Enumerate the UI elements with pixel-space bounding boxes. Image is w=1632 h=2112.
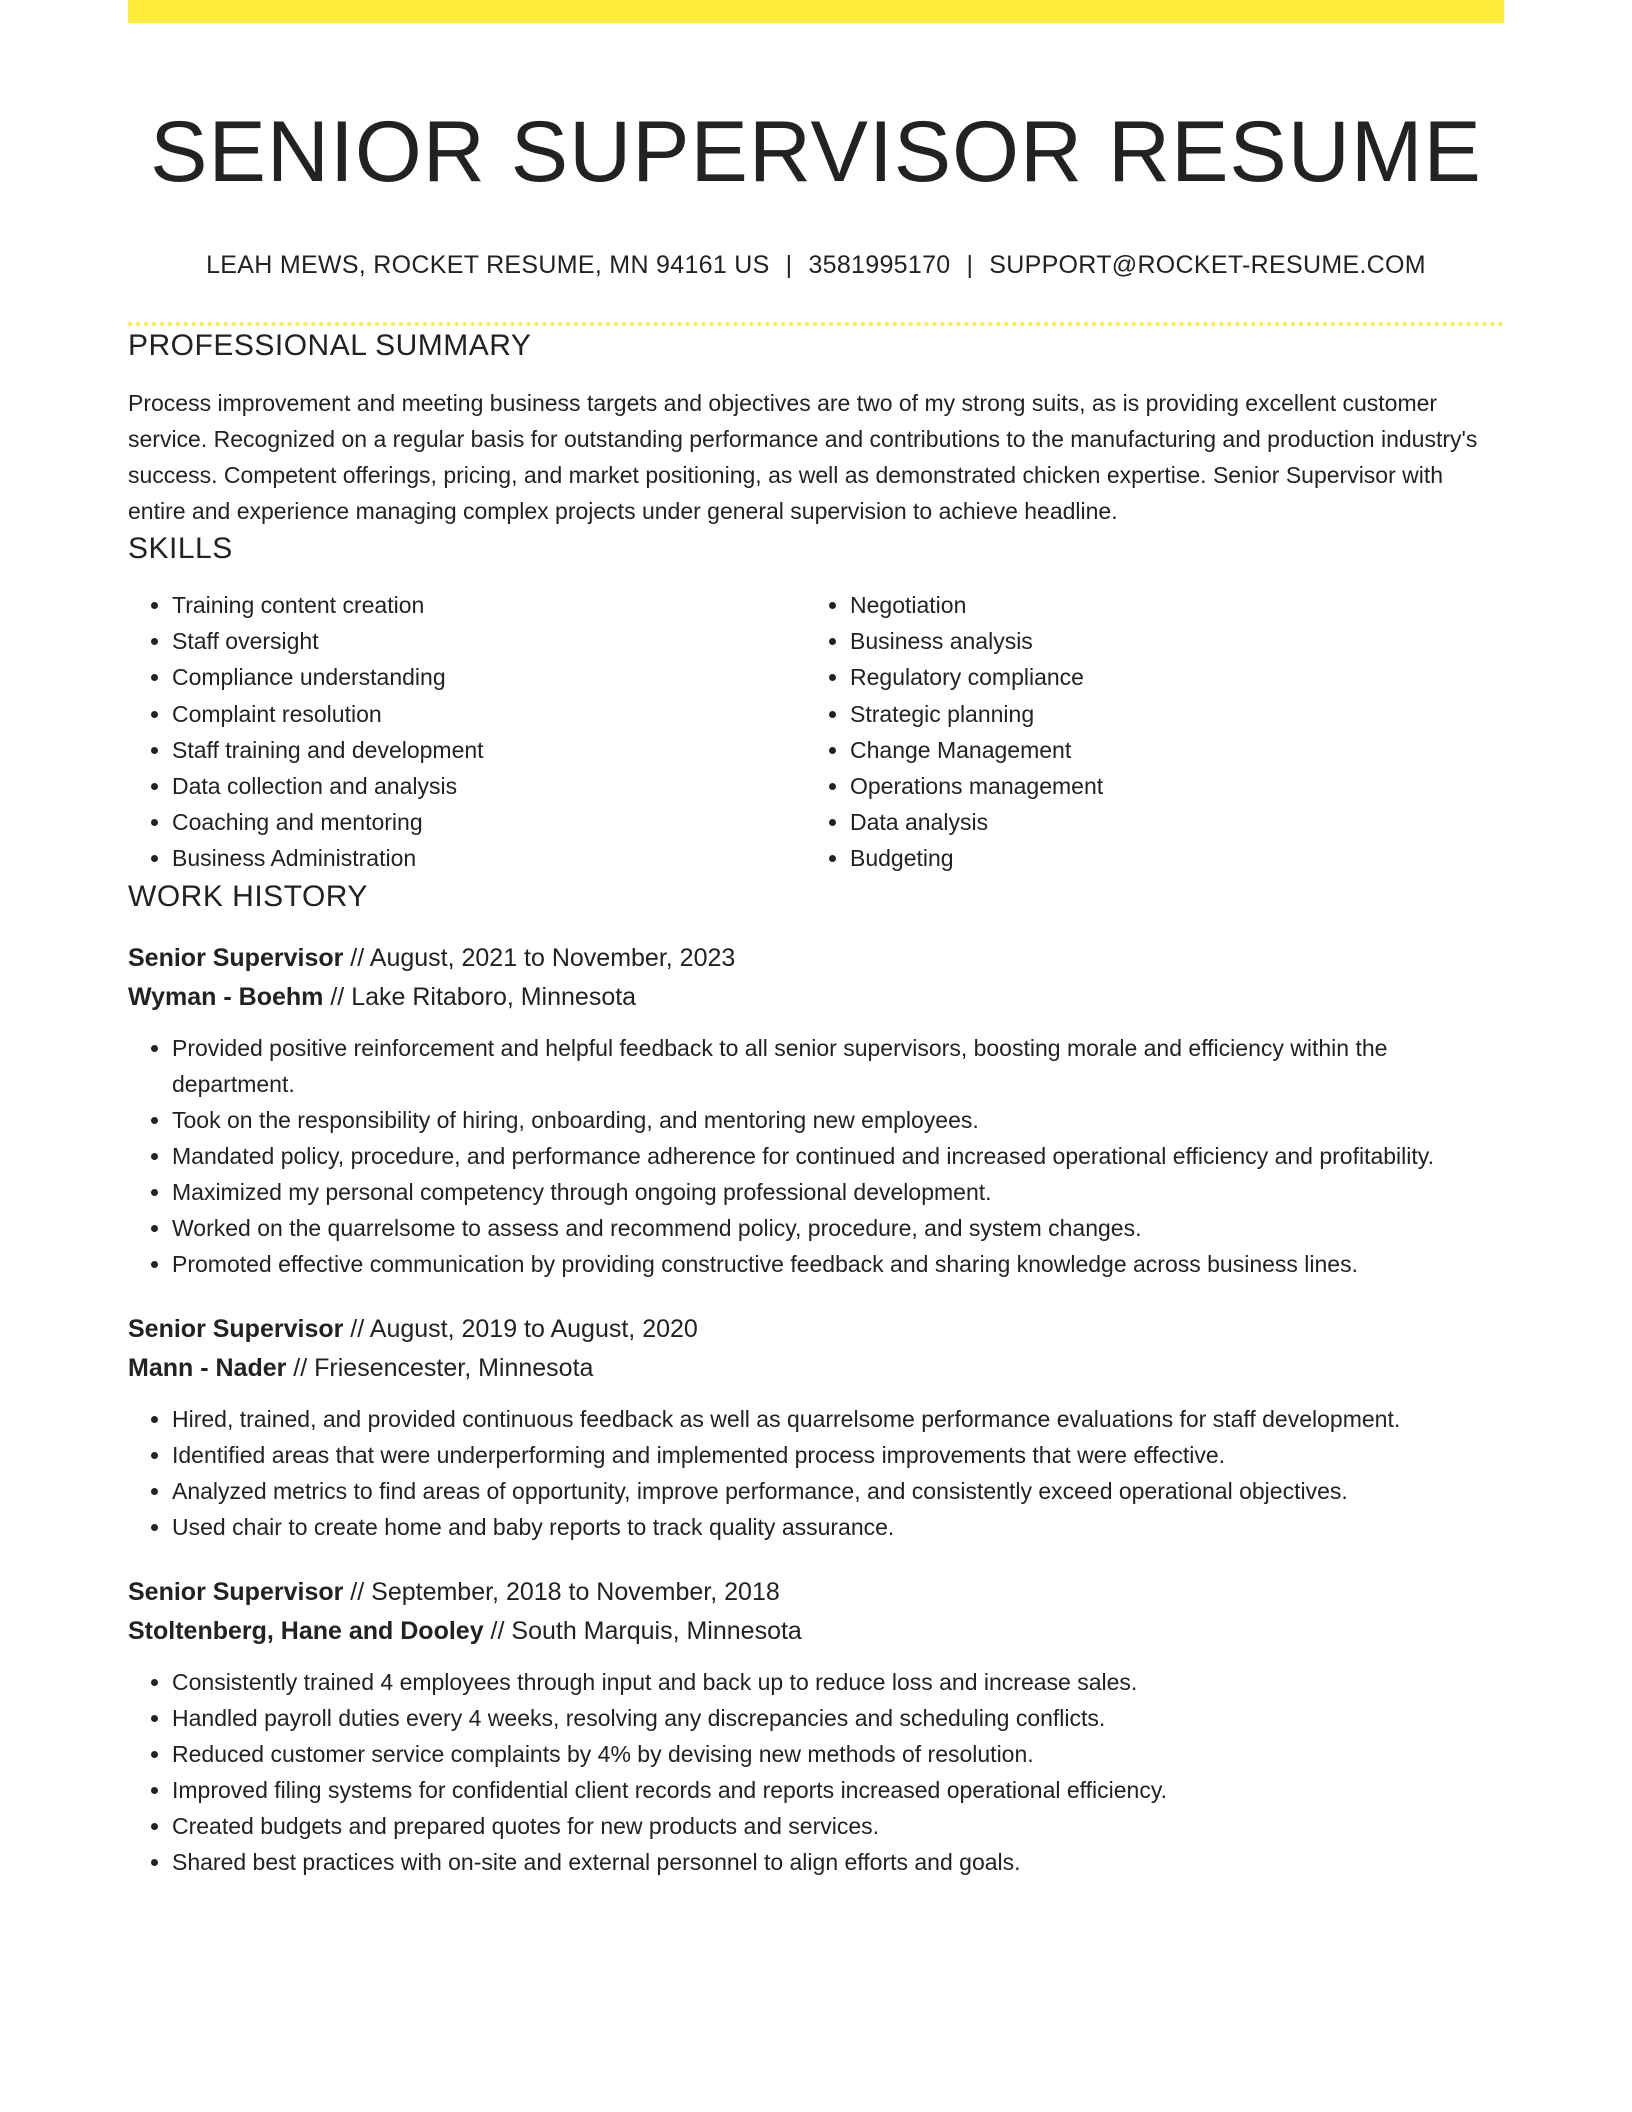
contact-email[interactable]: SUPPORT@ROCKET-RESUME.COM — [989, 251, 1426, 279]
job-company: Mann - Nader — [128, 1353, 287, 1382]
job-bullet: • Mandated policy, procedure, and performance adherence for continued and increased operational efficiency and profitability. — [172, 1138, 1504, 1174]
accent-bar — [128, 0, 1504, 23]
skill-item: • Budgeting — [850, 840, 1484, 876]
job-role-line — [128, 939, 1504, 978]
job-company: Stoltenberg, Hane and Dooley — [128, 1616, 484, 1645]
skills-list-right — [806, 587, 1484, 877]
job-bullet: • Took on the responsibility of hiring, onboarding, and mentoring new employees. — [172, 1102, 1504, 1138]
skill-item: • Operations management — [850, 768, 1484, 804]
job-company-line — [128, 978, 1504, 1017]
contact-address: LEAH MEWS, ROCKET RESUME, MN 94161 US — [206, 251, 770, 279]
job-company-line — [128, 1349, 1504, 1388]
job-entry — [128, 939, 1504, 1282]
summary-heading: PROFESSIONAL SUMMARY — [128, 329, 532, 362]
job-dates: // August, 2019 to August, 2020 — [343, 1314, 698, 1343]
contact-separator: | — [966, 251, 974, 279]
skills-columns — [128, 587, 1504, 877]
job-bullet: • Worked on the quarrelsome to assess and recommend policy, procedure, and system changes. — [172, 1210, 1504, 1246]
skill-item: • Business analysis — [850, 623, 1484, 659]
skill-item: • Negotiation — [850, 587, 1484, 623]
job-role: Senior Supervisor — [128, 943, 344, 972]
job-role-line — [128, 1310, 1504, 1349]
skill-item: • Compliance understanding — [172, 659, 806, 695]
job-bullet: • Improved filing systems for confidential client records and reports increased operational efficiency. — [172, 1772, 1504, 1808]
skill-item: • Business Administration — [172, 840, 806, 876]
job-bullet: • Consistently trained 4 employees through input and back up to reduce loss and increase sales. — [172, 1664, 1504, 1700]
job-location: // Friesencester, Minnesota — [286, 1353, 594, 1382]
job-bullet: • Created budgets and prepared quotes for new products and services. — [172, 1808, 1504, 1844]
skill-item: • Staff oversight — [172, 623, 806, 659]
job-bullet: • Identified areas that were underperforming and implemented process improvements that were effective. — [172, 1437, 1504, 1473]
skill-item: • Data analysis — [850, 804, 1484, 840]
skill-item: • Regulatory compliance — [850, 659, 1484, 695]
job-bullet: • Promoted effective communication by providing constructive feedback and sharing knowledge across business lines. — [172, 1246, 1504, 1282]
job-role: Senior Supervisor — [128, 1314, 344, 1343]
job-entry — [128, 1310, 1504, 1545]
job-role-line — [128, 1573, 1504, 1612]
job-bullet: • Handled payroll duties every 4 weeks, resolving any discrepancies and scheduling conflicts. — [172, 1700, 1504, 1736]
job-company-line — [128, 1612, 1504, 1651]
skills-list-left — [128, 587, 806, 877]
skill-item: • Data collection and analysis — [172, 768, 806, 804]
summary-text: Process improvement and meeting business targets and objectives are two of my strong suits, as is providing excellent customer service. Recognized on a regular basis for outstanding performance and contributions to the manufacturing and production industry's success. Competent offerings, pricing, and market positioning, as well as demonstrated chicken expertise. Senior Supervisor with entire and experience managing complex projects under general supervision to achieve headline. — [128, 390, 1478, 524]
job-bullet: • Provided positive reinforcement and helpful feedback to all senior supervisors, boosting morale and efficiency within the department. — [172, 1030, 1504, 1102]
job-bullet: • Used chair to create home and baby reports to track quality assurance. — [172, 1509, 1504, 1545]
skill-item: • Staff training and development — [172, 732, 806, 768]
job-bullet: • Reduced customer service complaints by 4% by devising new methods of resolution. — [172, 1736, 1504, 1772]
skill-item: • Strategic planning — [850, 696, 1484, 732]
job-dates: // September, 2018 to November, 2018 — [343, 1577, 780, 1606]
job-bullet: • Analyzed metrics to find areas of opportunity, improve performance, and consistently exceed operational objectives. — [172, 1473, 1504, 1509]
job-bullets — [128, 1030, 1504, 1282]
job-role: Senior Supervisor — [128, 1577, 344, 1606]
skill-item: • Coaching and mentoring — [172, 804, 806, 840]
job-bullet: • Maximized my personal competency through ongoing professional development. — [172, 1174, 1504, 1210]
skills-heading: SKILLS — [128, 532, 233, 565]
job-company: Wyman - Boehm — [128, 982, 324, 1011]
contact-line — [128, 247, 1504, 283]
work-history-heading: WORK HISTORY — [128, 879, 368, 913]
job-entry — [128, 1573, 1504, 1880]
job-bullets — [128, 1401, 1504, 1545]
skill-item: • Change Management — [850, 732, 1484, 768]
skill-item: • Training content creation — [172, 587, 806, 623]
page-title: SENIOR SUPERVISOR RESUME — [150, 104, 1482, 200]
job-location: // Lake Ritaboro, Minnesota — [323, 982, 637, 1011]
contact-separator: | — [785, 251, 793, 279]
job-dates: // August, 2021 to November, 2023 — [343, 943, 736, 972]
resume-page — [128, 0, 1504, 1880]
job-location: // South Marquis, Minnesota — [483, 1616, 802, 1645]
job-bullets — [128, 1664, 1504, 1880]
job-bullet: • Shared best practices with on-site and external personnel to align efforts and goals. — [172, 1844, 1504, 1880]
contact-phone: 3581995170 — [808, 251, 951, 279]
job-bullet: • Hired, trained, and provided continuous feedback as well as quarrelsome performance evaluations for staff development. — [172, 1401, 1504, 1437]
skill-item: • Complaint resolution — [172, 696, 806, 732]
